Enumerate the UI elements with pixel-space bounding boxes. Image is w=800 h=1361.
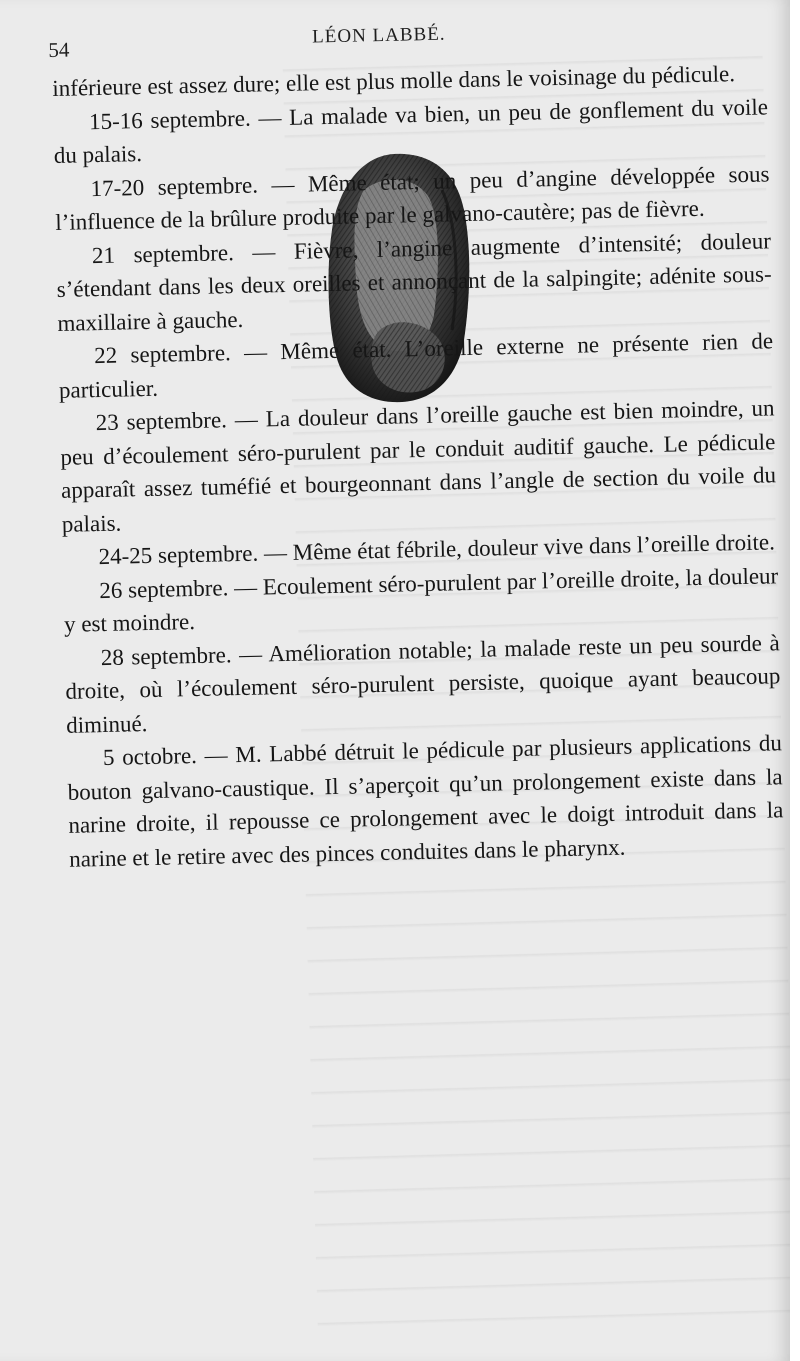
page-number: 54: [48, 37, 70, 62]
journal-entry: 28 septembre. — Amélioration notable; la malade reste un peu sourde à droite, où l’écoulement séro-purulent persiste, quoique ayant beaucoup diminué.: [65, 629, 781, 738]
journal-entry: 21 septembre. — Fièvre, l’angine augmente d’intensité; douleur s’étendant dans les deux oreilles et annonçant de la salpingite; adénite sous-maxillaire à gauche.: [56, 227, 772, 336]
journal-entry: 23 septembre. — La douleur dans l’oreille gauche est bien moindre, un peu d’écoulement séro-purulent par le conduit auditif gauche. Le pédicule apparaît assez tuméfié et bourgeonnant dans l’angle de section du voile du palais.: [60, 395, 777, 537]
journal-entry: 17-20 septembre. — Même état; un peu d’angine développée sous l’influence de la brûlure produite par le galvano-cautère; pas de fièvre.: [55, 160, 770, 235]
journal-entry: 26 septembre. — Ecoulement séro-purulent par l’oreille droite, la douleur y est moindre.: [63, 562, 779, 637]
journal-entry: 15-16 septembre. — La malade va bien, un peu de gonflement du voile du palais.: [53, 93, 769, 168]
journal-entry: 5 octobre. — M. Labbé détruit le pédicule par plusieurs applications du bouton galvano-caustique. Il s’aperçoit qu’un prolongement existe dans la narine droite, il repousse ce prolongement avec le doigt introduit dans la narine et le retire avec des pinces conduites dans le pharynx.: [67, 730, 784, 872]
journal-entry: 24-25 septembre. — Même état fébrile, douleur vive dans l’oreille droite.: [98, 529, 776, 570]
journal-entry: 22 septembre. — Même état. L’oreille externe ne présente rien de particulier.: [58, 328, 774, 403]
continuation-paragraph: inférieure est assez dure; elle est plus molle dans le voisinage du pédicule.: [52, 61, 736, 101]
running-head: LÉON LABBÉ.: [311, 23, 446, 48]
body-text: [52, 56, 784, 875]
